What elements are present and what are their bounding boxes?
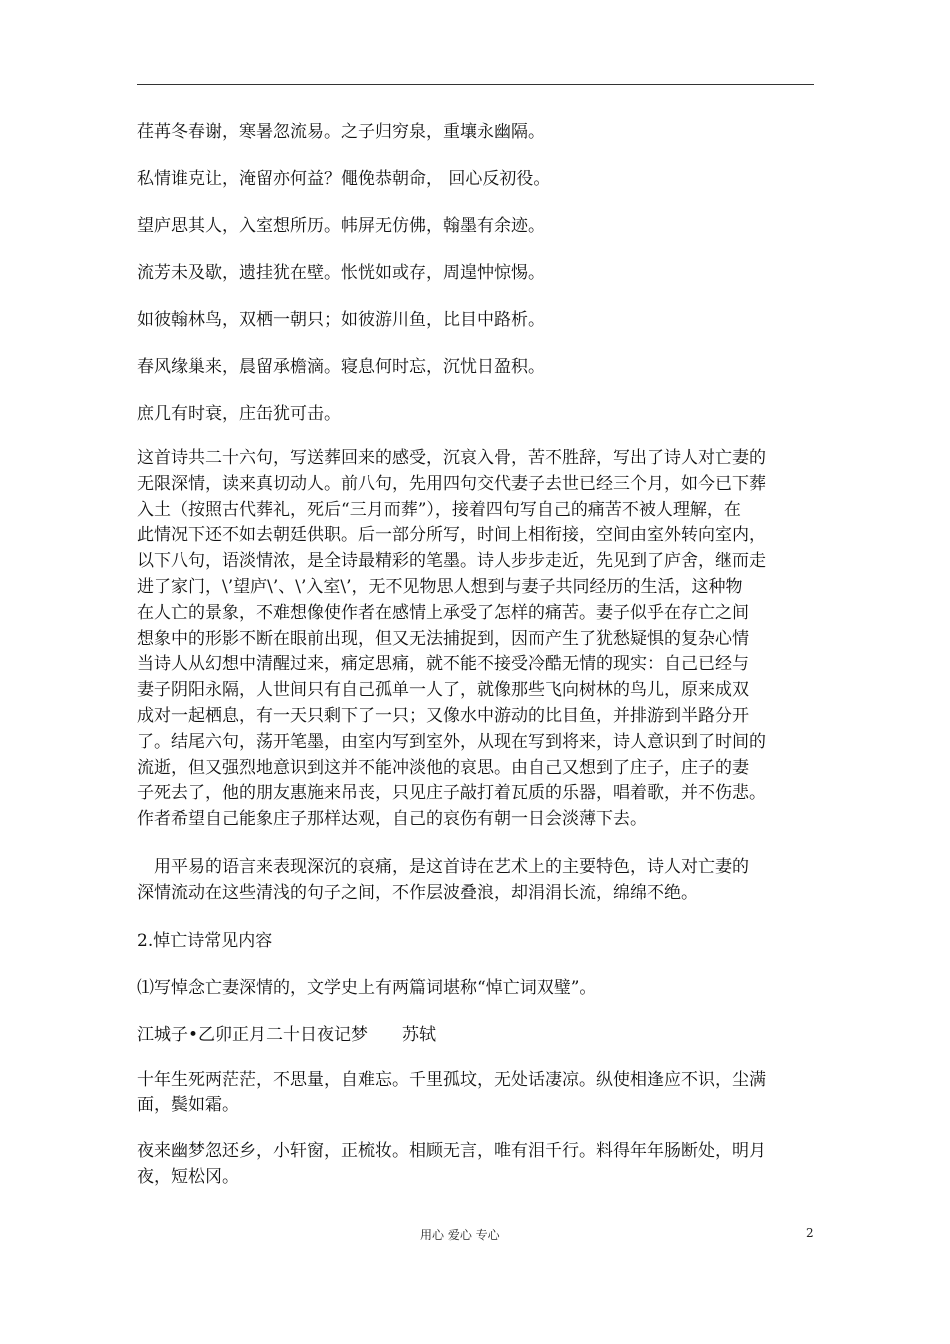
subsection-text: ⑴写悼念亡妻深情的，文学史上有两篇词堪称“悼亡词双璧”。 [137, 977, 597, 998]
analysis-line: 想象中的形影不断在眼前出现，但又无法捕捉到，因而产生了犹愁疑惧的复杂心情 [137, 628, 749, 649]
analysis-line: 流逝，但又强烈地意识到这并不能冲淡他的哀思。由自己又想到了庄子，庄子的妻 [137, 757, 749, 778]
analysis-line: 了。结尾六句，荡开笔墨，由室内写到室外，从现在写到将来，诗人意识到了时间的 [137, 731, 766, 752]
analysis-line: 当诗人从幻想中清醒过来，痛定思痛，就不能不接受冷酷无情的现实：自己已经与 [137, 654, 749, 675]
page-number: 2 [806, 1226, 814, 1240]
ci-line: 面，鬓如霜。 [137, 1095, 239, 1116]
summary-line: 用平易的语言来表现深沉的哀痛，是这首诗在艺术上的主要特色，诗人对亡妻的 [137, 856, 749, 877]
poem-line: 春风缘巢来，晨留承檐滴。寝息何时忘，沉忧日盈积。 [137, 357, 545, 377]
ci-stanza-2 [137, 1139, 817, 1191]
ci-stanza-1 [137, 1068, 817, 1120]
poem-line: 如彼翰林鸟，双栖一朝只；如彼游川鱼，比目中路析。 [137, 310, 545, 330]
analysis-line: 作者希望自己能象庄子那样达观，自己的哀伤有朝一日会淡薄下去。 [137, 809, 647, 830]
analysis-line: 妻子阴阳永隔，人世间只有自己孤单一人了，就像那些飞向树林的鸟儿，原来成双 [137, 680, 749, 701]
poem-line: 荏苒冬春谢，寒暑忽流易。之子归穷泉，重壤永幽隔。 [137, 122, 545, 142]
summary-line: 深情流动在这些清浅的句子之间，不作层波叠浪，却涓涓长流，绵绵不绝。 [137, 882, 698, 903]
section-heading: 2.悼亡诗常见内容 [137, 930, 273, 951]
analysis-line: 以下八句，语淡情浓，是全诗最精彩的笔墨。诗人步步走近，先见到了庐舍，继而走 [137, 551, 766, 572]
poem-line: 庶几有时衰，庄缶犹可击。 [137, 404, 341, 424]
analysis-line: 成对一起栖息，有一天只剩下了一只；又像水中游动的比目鱼，并排游到半路分开 [137, 705, 749, 726]
analysis-line: 在人亡的景象，不难想像使作者在感情上承受了怎样的痛苦。妻子似乎在存亡之间 [137, 602, 749, 623]
poem-line: 流芳未及歇，遗挂犹在壁。怅恍如或存，周遑忡惊惕。 [137, 263, 545, 283]
ci-line: 夜，短松冈。 [137, 1166, 239, 1187]
ci-line: 十年生死两茫茫，不思量，自难忘。千里孤坟，无处话凄凉。纵使相逢应不识，尘满 [137, 1069, 766, 1090]
analysis-line: 进了家门，\’望庐\’、\’入室\’，无不见物思人想到与妻子共同经历的生活，这种物 [137, 576, 743, 597]
analysis-line: 无限深情，读来真切动人。前八句，先用四句交代妻子去世已经三个月，如今已下葬 [137, 473, 766, 494]
document-body [137, 118, 817, 1205]
analysis-paragraph [137, 446, 817, 833]
header-rule [137, 84, 814, 85]
poem-line: 望庐思其人，入室想所历。帏屏无仿佛，翰墨有余迹。 [137, 216, 545, 236]
analysis-line: 入土（按照古代葬礼，死后“三月而葬”），接着四句写自己的痛苦不被人理解，在 [137, 499, 741, 520]
poem-line: 私情谁克让，淹留亦何益？僶俛恭朝命， 回心反初役。 [137, 169, 551, 189]
ci-title: 江城子•乙卯正月二十日夜记梦 苏轼 [137, 1024, 437, 1045]
summary-paragraph [137, 855, 817, 907]
footer-motto: 用心 爱心 专心 [420, 1228, 500, 1242]
analysis-line: 子死去了，他的朋友惠施来吊丧，只见庄子敲打着瓦质的乐器，唱着歌，并不伤悲。 [137, 783, 766, 804]
ci-line: 夜来幽梦忽还乡，小轩窗，正梳妆。相顾无言，唯有泪千行。料得年年肠断处，明月 [137, 1141, 766, 1162]
analysis-line: 此情况下还不如去朝廷供职。后一部分所写，时间上相衔接，空间由室外转向室内， [137, 525, 766, 546]
analysis-line: 这首诗共二十六句，写送葬回来的感受，沉哀入骨，苦不胜辞，写出了诗人对亡妻的 [137, 448, 766, 468]
